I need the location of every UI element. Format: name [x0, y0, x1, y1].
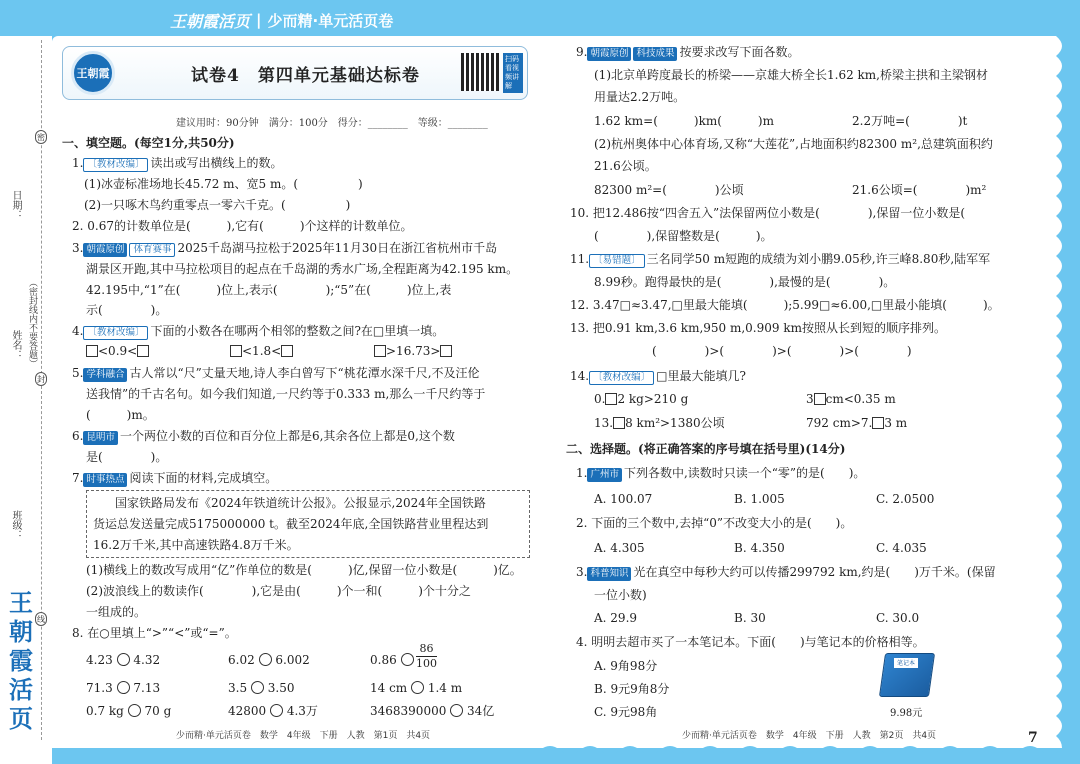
top-brand-bar: [170, 6, 393, 34]
side-brand-logo: 王朝霞活页: [9, 588, 33, 733]
q9-text2: 用量达2.2万吨。: [594, 90, 686, 104]
exam-meta: 建议用时：90分钟 满分：100分 得分：________ 等级：________: [176, 118, 488, 129]
q9-conv3: 2.2万吨=( )t: [852, 114, 968, 128]
q8-r3c1: 0.7 kg 70 g: [86, 704, 172, 718]
left-footer: 少而精·单元活页卷 数学 4年级 下册 人教 第1页 共4页: [176, 731, 431, 741]
q1-item1: (1)冰壶标准场地长45.72 m、宽5 m。( ): [84, 177, 363, 191]
q8-r3c3: 3468390000 34亿: [370, 704, 495, 718]
mc1-b: B. 1.005: [734, 492, 785, 506]
q3-line1: 3. 朝霞原创 体育赛事 2025千岛湖马拉松于2025年11月30日在浙江省杭州市千岛: [72, 241, 498, 255]
mc2-b: B. 4.350: [734, 541, 785, 555]
q9-conv5: 21.6公顷=( )m²: [852, 183, 987, 197]
publisher-logo: 王朝霞: [71, 51, 115, 95]
qr-code-icon[interactable]: [461, 53, 499, 91]
tag-original: 朝霞原创: [83, 243, 127, 257]
class-label: 班级：: [10, 510, 21, 540]
q5-line3: ( )m。: [86, 408, 155, 422]
q12: 12. 3.47□≈3.47,□里最大能填( );5.99□≈6.00,□里最小能填( )。: [570, 298, 1000, 312]
mc4-a: A. 9角98分: [594, 659, 658, 673]
q14-item4: 792 cm>7. 3 m: [806, 416, 908, 430]
qr-caption: 扫码看视频讲解: [503, 53, 523, 93]
tag-mistake: 〔易错题〕: [589, 254, 645, 268]
reading-passage: [86, 490, 530, 558]
q3-line3: 42.195中,“1”在( )位上,表示( );“5”在( )位上,表: [86, 283, 452, 297]
q9-text3: (2)杭州奥体中心体育场,又称“大莲花”,占地面积约82300 m²,总建筑面积约: [594, 137, 993, 151]
tag-guangzhou: 广州市: [587, 468, 622, 482]
right-wave-border: [1056, 36, 1080, 764]
seal-mark-1: 密: [35, 130, 47, 144]
mc3-b: B. 30: [734, 611, 766, 625]
mc4-stem: 4. 明明去超市买了一本笔记本。下面( )与笔记本的价格相等。: [576, 635, 925, 649]
q14-stem: 14. 〔教材改编〕 □里最大能填几?: [570, 369, 746, 383]
q11-line2: 8.99秒。跑得最快的是( ),最慢的是( )。: [594, 275, 896, 289]
q4-stem: 4. 〔教材改编〕 下面的小数各在哪两个相邻的整数之间?在□里填一填。: [72, 324, 445, 338]
q1-stem: 1. 〔教材改编〕 读出或写出横线上的数。: [72, 156, 283, 170]
q14-item1: 0. 2 kg>210 g: [594, 392, 689, 406]
q7-item2-cont: 一组成的。: [86, 605, 147, 619]
q9-conv4: 82300 m²=( )公顷: [594, 183, 744, 197]
q10-line1: 10. 把12.486按“四舍五入”法保留两位小数是( ),保留一位小数是(: [570, 206, 966, 220]
mc4-c: C. 9元98角: [594, 705, 658, 719]
q8-r2c2: 3.5 3.50: [228, 681, 295, 695]
q1-item2: (2)一只啄木鸟约重零点一零六千克。( ): [84, 198, 351, 212]
mc2-a: A. 4.305: [594, 541, 645, 555]
q9-stem: 9. 朝霞原创 科技成果 按要求改写下面各数。: [576, 45, 800, 59]
q11-line1: 11. 〔易错题〕 三名同学50 m短跑的成绩为刘小鹏9.05秒,许三峰8.80秒,陆军军: [570, 252, 991, 266]
exam-header: [62, 46, 528, 100]
mc1-a: A. 100.07: [594, 492, 653, 506]
q4-item3: >16.73>: [374, 343, 452, 359]
q8-r2c3: 14 cm 1.4 m: [370, 681, 463, 695]
q3-line2: 湖景区开跑,其中马拉松项目的起点在千岛湖的秀水广场,全程距离为42.195 km。: [86, 262, 519, 276]
date-label: 日期：: [10, 190, 21, 220]
q9-text4: 21.6公顷。: [594, 159, 657, 173]
brand-series: 少而精·单元活页卷: [267, 11, 394, 30]
seal-mark-2: 封: [35, 372, 47, 386]
tag-textbook: 〔教材改编〕: [83, 158, 148, 172]
page-number: 7: [1028, 730, 1038, 746]
section-2-heading: 二、选择题。(将正确答案的序号填在括号里)(14分): [566, 442, 846, 456]
q5-line2: 送我情”的千古名句。如今我们知道,一尺约等于0.333 m,那么一千尺约等于: [86, 387, 486, 401]
passage-line2: 货运总发送量完成5175000000 t。截至2024年底,全国铁路营业里程达到: [93, 517, 489, 531]
bottom-wave-border: [540, 742, 1080, 764]
mc3-stem-cont: 一位小数): [594, 588, 647, 602]
q8-r1c2: 6.02 6.002: [228, 653, 310, 667]
mc1-c: C. 2.0500: [876, 492, 935, 506]
mc3-c: C. 30.0: [876, 611, 920, 625]
right-footer: 少而精·单元活页卷 数学 4年级 下册 人教 第2页 共4页: [682, 731, 937, 741]
page-title: 试卷4 第四单元基础达标卷: [191, 66, 420, 86]
q4-item1: <0.9<: [86, 343, 149, 359]
q7-stem: 7. 时事热点 阅读下面的材料,完成填空。: [72, 471, 278, 485]
q13-stem: 13. 把0.91 km,3.6 km,950 m,0.909 km按照从长到短的顺序排列。: [570, 321, 946, 335]
mc4-b: B. 9元9角8分: [594, 682, 670, 696]
notebook-price: 9.98元: [890, 708, 923, 719]
q8-r1c1: 4.23 4.32: [86, 653, 161, 667]
q8-r2c1: 71.3 7.13: [86, 681, 161, 695]
q8-r1c3: 0.86: [370, 652, 414, 668]
name-label: 姓名：: [10, 330, 21, 360]
mc1-stem: 1. 广州市 下列各数中,读数时只读一个“零”的是( )。: [576, 466, 866, 480]
q6-line2: 是( )。: [86, 450, 168, 464]
q9-text1: (1)北京单跨度最长的桥梁——京雄大桥全长1.62 km,桥梁主拱和主梁钢材: [594, 68, 988, 82]
tag-news: 时事热点: [83, 473, 127, 487]
q6-line1: 6. 昆明市 一个两位小数的百位和百分位上都是6,其余各位上都是0,这个数: [72, 429, 455, 443]
tag-sports: 体育赛事: [129, 243, 175, 257]
mc2-c: C. 4.035: [876, 541, 927, 555]
q7-item2: (2)波浪线上的数读作( ),它是由( )个一和( )个十分之: [86, 584, 471, 598]
q14-item2: 3 cm<0.35 m: [806, 392, 896, 406]
tag-subject: 学科融合: [83, 368, 127, 382]
brand-logo-text: 王朝霞活页: [170, 11, 251, 31]
q3-line4: 示( )。: [86, 303, 168, 317]
q8-fraction: 86 100: [416, 642, 437, 670]
q7-item1: (1)横线上的数改写成用“亿”作单位的数是( )亿,保留一位小数是( )亿。: [86, 563, 522, 577]
tag-tech: 科技成果: [633, 47, 677, 61]
tag-science: 科普知识: [587, 567, 631, 581]
mc3-a: A. 29.9: [594, 611, 638, 625]
q8-r3c2: 42800 4.3万: [228, 704, 318, 718]
seal-mark-3: 线: [35, 612, 47, 626]
brand-separator: |: [256, 11, 262, 29]
q4-item2: <1.8<: [230, 343, 293, 359]
section-1-heading: 一、填空题。(每空1分,共50分): [62, 136, 235, 150]
q10-line2: ( ),保留整数是( )。: [594, 229, 773, 243]
passage-line1: 国家铁路局发布《2024年铁道统计公报》。公报显示,2024年全国铁路: [115, 496, 486, 510]
q13-order: ( )>( )>( )>( ): [652, 344, 912, 358]
seal-notice: （密封线内不要答题）: [27, 278, 37, 368]
q2: 2. 0.67的计数单位是( ),它有( )个这样的计数单位。: [72, 219, 413, 233]
q8-stem: 8. 在○里填上“>”“<”或“=”。: [72, 626, 237, 640]
q9-conv1: 1.62 km=( )km( )m: [594, 114, 774, 128]
cut-line: [41, 40, 42, 740]
tag-city: 昆明市: [83, 431, 118, 445]
passage-line3: 16.2万千米,其中高速铁路4.8万千米。: [93, 538, 299, 552]
mc2-stem: 2. 下面的三个数中,去掉“0”不改变大小的是( )。: [576, 516, 853, 530]
q14-item3: 13. 8 km²>1380公顷: [594, 416, 725, 430]
notebook-label: 笔记本: [894, 658, 918, 668]
mc3-stem: 3. 科普知识 光在真空中每秒大约可以传播299792 km,约是( )万千米。(保留: [576, 565, 996, 579]
q5-line1: 5. 学科融合 古人常以“尺”丈量天地,诗人李白曾写下“桃花潭水深千尺,不及汪伦: [72, 366, 480, 380]
